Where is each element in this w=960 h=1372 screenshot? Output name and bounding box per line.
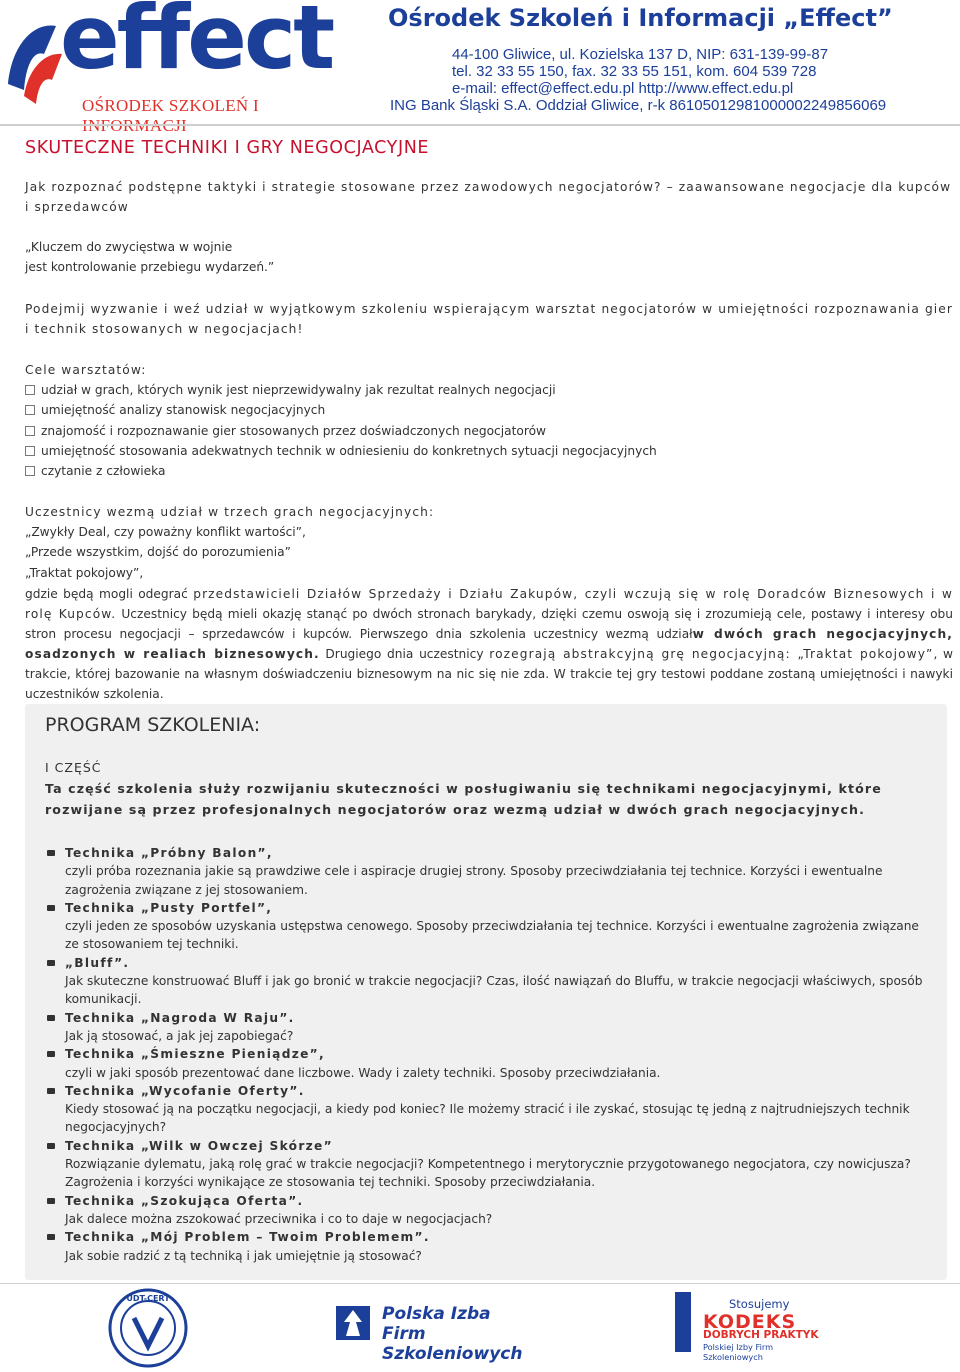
list-item: czytanie z człowieka xyxy=(25,461,925,481)
contact-block xyxy=(390,46,950,114)
eagle-emblem-icon xyxy=(330,1300,376,1346)
kodeks-top: Stosujemy xyxy=(729,1297,790,1311)
challenge-text: Podejmij wyzwanie i weź udział w wyjątkowym szkoleniu wspierającym warsztat negocjatorów w umiejętności rozpoznawania gier i technik stosowanych w negocjacjach! xyxy=(25,302,953,336)
logo-subtitle: OŚRODEK SZKOLEŃ I xyxy=(82,96,259,115)
bullet-icon xyxy=(47,1015,55,1021)
list-item: udział w grach, których wynik jest nieprzewidywalny jak rezultat realnych negocjacji xyxy=(25,380,925,400)
list-item: Technika „Pusty Portfel”, czyli jeden ze sposobów uzyskania ustępstwa cenowego. Sposoby przeciwdziałania tej technice. Korzyści i ewentualne zagrożenia związane ze stosowaniem tej techniki. xyxy=(45,899,925,954)
list-item: Technika „Śmieszne Pieniądze”, czyli w jaki sposób prezentować dane liczbowe. Wady i zalety techniki. Sposoby przeciwdziałania. xyxy=(45,1045,925,1082)
letterhead xyxy=(0,0,960,126)
checkbox-glyph-icon xyxy=(25,426,35,436)
quote-line-1: „Kluczem do zwycięstwa w wojnie xyxy=(25,240,233,254)
techniques-list xyxy=(45,844,925,1265)
bullet-icon xyxy=(47,850,55,856)
program-panel xyxy=(25,704,947,1280)
bullet-icon xyxy=(47,1088,55,1094)
list-item: Technika „Wilk w Owczej Skórze” Rozwiązanie dylematu, jaką rolę grać w trakcie negocjacji? Kompetentnego i merytorycznie przygotowanego negocjatora, czy nowicjusza? Zagrożenia i korzyści wynikające ze stosowania tej techniki. Sposoby przeciwdziałania. xyxy=(45,1137,925,1192)
kodeks-strip xyxy=(675,1292,691,1352)
quote-line-2: jest kontrolowanie przebiegu wydarzeń.” xyxy=(25,260,275,274)
brand-title: Ośrodek Szkoleń i Informacji „Effect” xyxy=(388,4,893,32)
kodeks-badge xyxy=(675,1292,825,1362)
games-heading: Uczestnicy wezmą udział w trzech grach negocjacyjnych: xyxy=(25,505,435,519)
web-line[interactable]: e-mail: effect@effect.edu.pl http://www.effect.edu.pl xyxy=(452,80,794,97)
footer-divider xyxy=(0,1283,960,1284)
program-title: PROGRAM SZKOLENIA: xyxy=(45,714,261,736)
udt-cert-seal xyxy=(108,1288,188,1368)
bullet-icon xyxy=(47,1143,55,1149)
bullet-icon xyxy=(47,960,55,966)
cert-seal-label: UDT-CERT xyxy=(126,1294,170,1303)
list-item: Technika „Próbny Balon”, czyli próba rozeznania jakie są prawdziwe cele i aspiracje drugiej strony. Sposoby przeciwdziałania tej technice. Korzyści i ewentualne zagrożenia związane z jej stosowaniem. xyxy=(45,844,925,899)
address-line: 44-100 Gliwice, ul. Kozielska 137 D, NIP: 631-139-99-87 xyxy=(452,46,829,63)
bullet-icon xyxy=(47,1234,55,1240)
list-item: umiejętność analizy stanowisk negocjacyjnych xyxy=(25,400,925,420)
list-item: Technika „Wycofanie Oferty”. Kiedy stosować ją na początku negocjacji, a kiedy pod koniec? Ile możemy stracić i ile zyskać, stosując tę jedną z najtrudniejszych technik negocjacyjnych? xyxy=(45,1082,925,1137)
game-1: „Zwykły Deal, czy poważny konflikt wartości”, xyxy=(25,525,306,539)
checkbox-glyph-icon xyxy=(25,446,35,456)
kodeks-org: Polskiej Izby Firm Szkoleniowych xyxy=(703,1342,774,1362)
goals-list xyxy=(25,380,925,481)
bank-line: ING Bank Śląski S.A. Oddział Gliwice, r-k 86105012981000002249856069 xyxy=(390,97,887,114)
program-intro: Ta część szkolenia służy rozwijaniu skuteczności w posługiwaniu się technikami negocjacyjnymi, które rozwijane są przez profesjonalnych negocjatorów oraz wezmą udział w dwóch grach negocjacyjnych. xyxy=(45,781,882,817)
game-2: „Przede wszystkim, dojść do porozumienia” xyxy=(25,545,291,559)
phone-line: tel. 32 33 55 150, fax. 32 33 55 151, kom. 604 539 728 xyxy=(452,63,817,80)
pifs-logo xyxy=(330,1298,565,1364)
game-3: „Traktat pokojowy”, xyxy=(25,566,144,580)
checkbox-glyph-icon xyxy=(25,405,35,415)
bullet-icon xyxy=(47,1198,55,1204)
list-item: Technika „Szokująca Oferta”. Jak dalece można zszokować przeciwnika i co to daje w negocjacjach? xyxy=(45,1192,925,1229)
list-item: „Bluff”. Jak skuteczne konstruować Bluff i jak go bronić w trakcie negocjacji? Czas, ilość nawiązań do Bluffu, w trakcie negocjacji właściwych, sposób komunikacji. xyxy=(45,954,925,1009)
list-item: umiejętność stosowania adekwatnych technik w odniesieniu do konkretnych sytuacji negocjacyjnych xyxy=(25,441,925,461)
header-divider xyxy=(0,124,960,126)
kodeks-main: KODEKS xyxy=(703,1311,797,1333)
bullet-icon xyxy=(47,905,55,911)
list-item: znajomość i rozpoznawanie gier stosowanych przez doświadczonych negocjatorów xyxy=(25,421,925,441)
kodeks-sub: DOBRYCH PRAKTYK xyxy=(703,1329,819,1341)
logo-wordmark: effect xyxy=(60,0,333,89)
checkbox-glyph-icon xyxy=(25,466,35,476)
course-subtitle: Jak rozpoznać podstępne taktyki i strategie stosowane przez zawodowych negocjatorów? – zaawansowane negocjacje dla kupców i sprzedawców xyxy=(25,180,952,214)
list-item: Technika „Mój Problem – Twoim Problemem”. Jak sobie radzić z tą techniką i jak umiejętnie ją stosować? xyxy=(45,1228,925,1265)
goals-heading: Cele warsztatów: xyxy=(25,363,147,377)
pifs-name: Polska Izba Firm Szkoleniowych xyxy=(382,1304,523,1364)
checkbox-glyph-icon xyxy=(25,385,35,395)
bullet-icon xyxy=(47,1051,55,1057)
effect-logo xyxy=(4,0,349,118)
certificate-seal-icon xyxy=(108,1288,188,1368)
list-item: Technika „Nagroda W Raju”. Jak ją stosować, a jak jej zapobiegać? xyxy=(45,1009,925,1046)
course-title: SKUTECZNE TECHNIKI I GRY NEGOCJACYJNE xyxy=(25,138,430,158)
program-part-label: I CZĘŚĆ xyxy=(45,760,102,775)
course-description: gdzie będą mogli odegrać przedstawicieli Działów Sprzedaży i Działu Zakupów, czyli wczują się w rolę Doradców Biznesowych i w rolę Kupców. Uczestnicy będą mieli okazję stanąć po dwóch stronach barykady, dzięki czemu oswoją się i zrozumieją cele, postawy i interesy obu stron procesu negocjacji – sprzedawców i kupców. Pierwszego dnia szkolenia uczestnicy wezmą udziałw dwóch grach negocjacyjnych, osadzonych w realiach biznesowych. Drugiego dnia uczestnicy rozegrają abstrakcyjną grę negocjacyjną: „Traktat pokojowy”, w trakcie, której bazowanie na własnym doświadczeniu biznesowym na nic się nie zda. W trakcie tej gry testowi poddane zostaną umiejętności i nawyki uczestników szkolenia. xyxy=(25,587,953,701)
